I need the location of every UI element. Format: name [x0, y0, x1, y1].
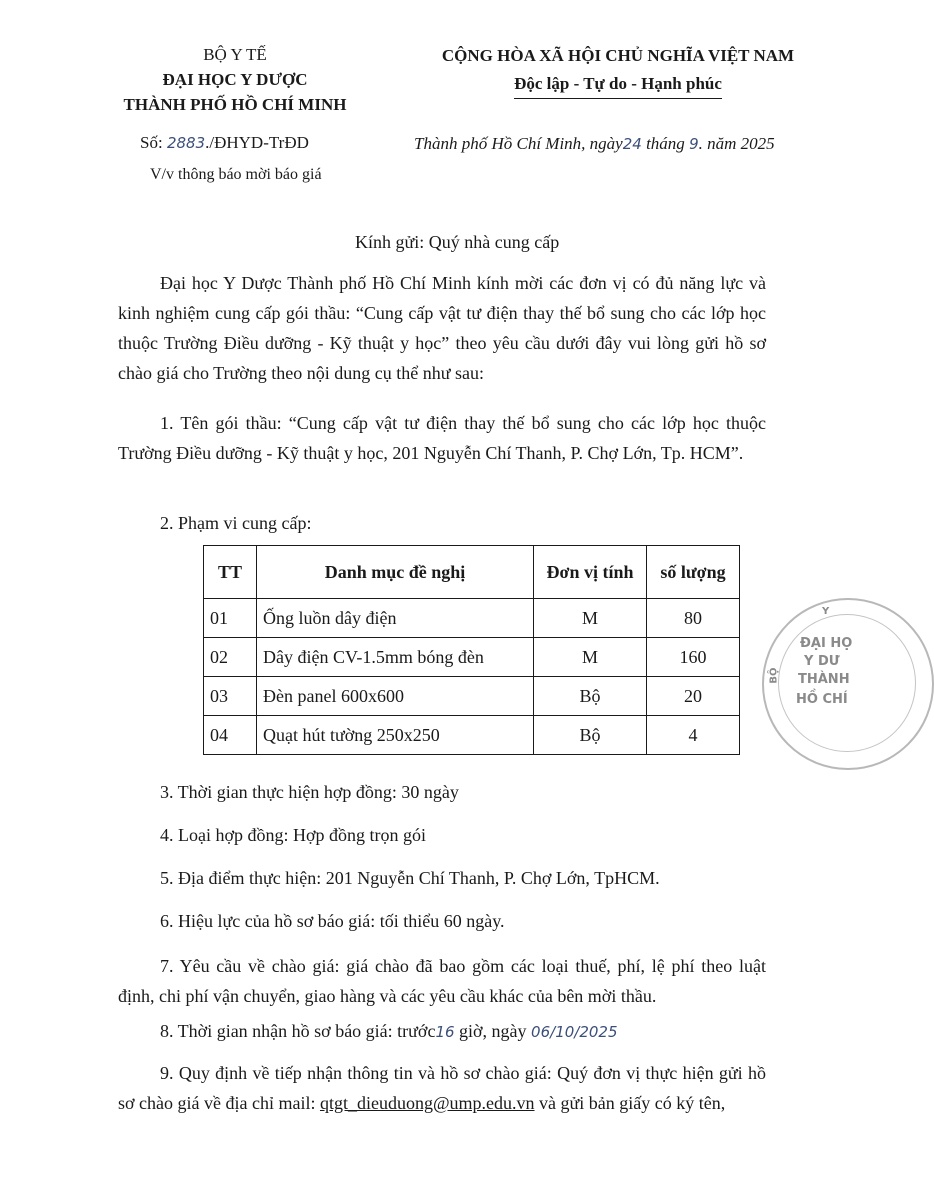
header-item: Danh mục đề nghị [257, 546, 534, 599]
contact-email-link[interactable]: qtgt_dieuduong@ump.edu.vn [319, 1093, 535, 1113]
handwritten-month: 9 [689, 135, 699, 153]
handwritten-date: 06/10/2025 [531, 1023, 618, 1041]
supply-table [203, 545, 740, 755]
item-4-contract-type: 4. Loại hợp đồng: Hợp đồng trọn gói [160, 825, 427, 845]
table-row: 03 Đèn panel 600x600 Bộ 20 [204, 677, 740, 716]
document-number: Số: 2883./ĐHYD-TrĐD [140, 133, 309, 152]
salutation: Kính gửi: Quý nhà cung cấp [355, 232, 560, 252]
table-header-row [204, 546, 740, 599]
header-tt: TT [204, 546, 257, 599]
ministry-name: BỘ Y TẾ [203, 45, 267, 64]
intro-paragraph: Đại học Y Dược Thành phố Hồ Chí Minh kính mời các đơn vị có đủ năng lực và kinh nghiệm cung cấp gói thầu: “Cung cấp vật tư điện thay thế bổ sung cho các lớp học thuộc Trường Điều dưỡng - Kỹ thuật y học” theo yêu cầu dưới đây vui lòng gửi hồ sơ chào giá cho Trường theo nội dung cụ thể như sau: [118, 273, 766, 383]
issuer-block [100, 42, 370, 117]
national-motto: Độc lập - Tự do - Hạnh phúc [514, 72, 722, 99]
handwritten-hour: 16 [435, 1023, 455, 1041]
place-and-date: Thành phố Hồ Chí Minh, ngày24 tháng 9. năm 2025 [414, 134, 775, 153]
header-unit: Đơn vị tính [534, 546, 647, 599]
item-9-submission: 9. Quy định về tiếp nhận thông tin và hồ sơ chào giá: Quý đơn vị thực hiện gửi hồ sơ chào giá về địa chỉ mail: qtgt_dieuduong@ump.edu.vn và gửi bản giấy có ký tên, [118, 1063, 766, 1113]
item-6-validity: 6. Hiệu lực của hồ sơ báo giá: tối thiểu 60 ngày. [160, 911, 505, 931]
item-2-scope: 2. Phạm vi cung cấp: [160, 513, 312, 533]
table-row: 04 Quạt hút tường 250x250 Bộ 4 [204, 716, 740, 755]
table-row: 01 Ống luồn dây điện M 80 [204, 599, 740, 638]
header-quantity: số lượng [647, 546, 740, 599]
official-seal: Y BỘ ĐẠI HỌ Y DƯ THÀNH HỒ CHÍ [762, 598, 934, 770]
university-name-line1: ĐẠI HỌC Y DƯỢC [162, 70, 308, 89]
handwritten-day: 24 [622, 135, 642, 153]
item-7-price-requirements: 7. Yêu cầu về chào giá: giá chào đã bao gồm các loại thuế, phí, lệ phí theo luật định, chi phí vận chuyển, giao hàng và các yêu cầu khác của bên mời thầu. [118, 956, 766, 1006]
national-heading [408, 42, 828, 99]
document-subject: V/v thông báo mời báo giá [150, 166, 322, 183]
country-name: CỘNG HÒA XÃ HỘI CHỦ NGHĨA VIỆT NAM [441, 46, 795, 65]
table-row: 02 Dây điện CV-1.5mm bóng đèn M 160 [204, 638, 740, 677]
item-5-location: 5. Địa điểm thực hiện: 201 Nguyễn Chí Thanh, P. Chợ Lớn, TpHCM. [160, 868, 660, 888]
item-1-package-name: 1. Tên gói thầu: “Cung cấp vật tư điện thay thế bổ sung cho các lớp học thuộc Trường Điều dưỡng - Kỹ thuật y học, 201 Nguyễn Chí Thanh, P. Chợ Lớn, Tp. HCM”. [118, 413, 766, 463]
handwritten-doc-number: 2883 [166, 134, 206, 152]
item-3-duration: 3. Thời gian thực hiện hợp đồng: 30 ngày [160, 782, 459, 802]
item-8-deadline: 8. Thời gian nhận hồ sơ báo giá: trước16 giờ, ngày 06/10/2025 [160, 1021, 618, 1041]
university-name-line2: THÀNH PHỐ HỒ CHÍ MINH [123, 95, 347, 114]
